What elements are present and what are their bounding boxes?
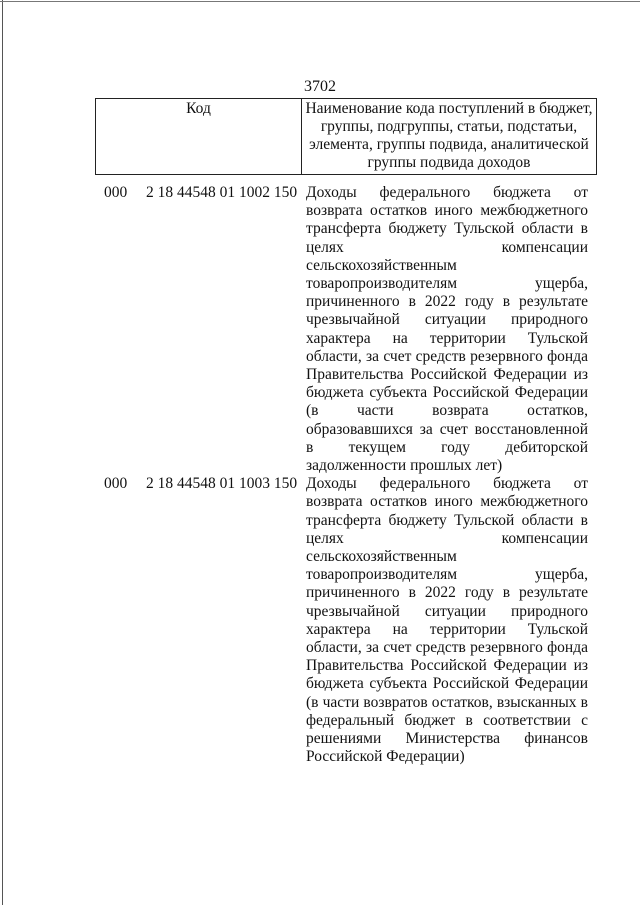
header-row [96,99,597,175]
budget-code: 2 18 44548 01 1003 150 [146,475,298,493]
entries-list [0,184,640,767]
income-description: Доходы федерального бюджета от возврата остатков иного межбюджетного трансферта бюджету Тульской области в целях компенсации сельскохозяйственным товаропроизводителям ущерба, причиненного в 2022 году в результате чрезвычайной ситуации природного характера на территории Тульской области, за счет средств резервного фонда Правительства Российской Федерации из бюджета субъекта Российской Федерации (в части возвратов остатков, взысканных в федеральный бюджет в соответствии с решениями Министерства финансов Российской Федерации) [306,475,588,766]
scan-border-top [0,1,640,2]
income-description: Доходы федерального бюджета от возврата остатков иного межбюджетного трансферта бюджету Тульской области в целях компенсации сельскохозяйственным товаропроизводителям ущерба, причиненного в 2022 году в результате чрезвычайной ситуации природного характера на территории Тульской области, за счет средств резервного фонда Правительства Российской Федерации из бюджета субъекта Российской Федерации (в части возврата остатков, образовавшихся за счет восстановленной в текущем году дебиторской задолженности прошлых лет) [306,184,588,475]
page-number: 3702 [304,78,336,95]
list-item [0,184,640,475]
code-column-header: Код [96,99,302,175]
admin-code: 000 [104,184,128,201]
admin-code: 000 [104,475,128,493]
list-item [0,475,640,766]
name-column-header: Наименование кода поступлений в бюджет, группы, подгруппы, статьи, подстатьи, элемента, группы подвида, аналитической группы подвида доходов [302,99,597,175]
budget-code: 2 18 44548 01 1002 150 [146,184,298,201]
header-table [95,98,597,175]
